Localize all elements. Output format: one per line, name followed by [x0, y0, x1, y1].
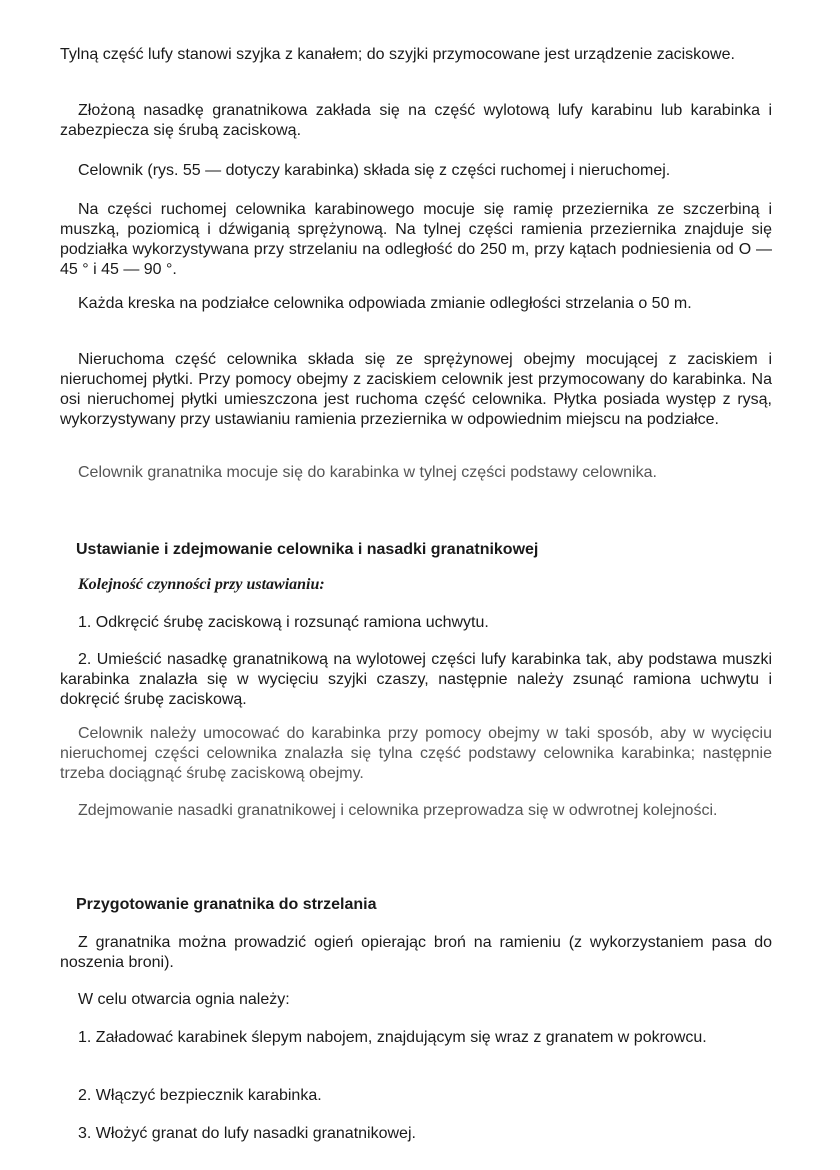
section-subheading-steps: Kolejność czynności przy ustawianiu:	[78, 576, 325, 593]
list-item-step-2: 2. Umieścić nasadkę granatnikową na wylotowej części lufy karabinka tak, aby podstawa muszki karabinka znalazła się w wycięciu szyjki czaszy, następnie należy zsunąć ramiona uchwytu i dokręcić śrubę zaciskową.	[60, 651, 772, 708]
list-item-load: 1. Załadować karabinek ślepym nabojem, znajdującym się wraz z granatem w pokrowcu.	[78, 1029, 707, 1046]
paragraph-scale-marks: Każda kreska na podziałce celownika odpowiada zmianie odległości strzelania o 50 m.	[78, 295, 692, 312]
list-item-safety: 2. Włączyć bezpiecznik karabinka.	[78, 1087, 322, 1104]
paragraph-removal: Zdejmowanie nasadki granatnikowej i celownika przeprowadza się w odwrotnej kolejności.	[78, 802, 718, 819]
paragraph-movable-part: Na części ruchomej celownika karabinowego mocuje się ramię przeziernika ze szczerbiną i muszką, poziomicą i dźwiganią sprężynową. Na tylnej części ramienia przeziernika znajduje się podziałka wykorzystywana przy strzelaniu na odległość do 250 m, przy kątach podniesienia od O — 45 ° i 45 — 90 °.	[60, 201, 772, 278]
list-item-step-1: 1. Odkręcić śrubę zaciskową i rozsunąć ramiona uchwytu.	[78, 614, 489, 631]
paragraph-fire-intro: W celu otwarcia ognia należy:	[78, 991, 290, 1008]
paragraph-sight-parts: Celownik (rys. 55 — dotyczy karabinka) składa się z części ruchomej i nieruchomej.	[78, 162, 671, 179]
paragraph-sight-mounting: Celownik granatnika mocuje się do karabinka w tylnej części podstawy celownika.	[78, 464, 657, 481]
list-item-insert-grenade: 3. Włożyć granat do lufy nasadki granatnikowej.	[78, 1125, 416, 1142]
paragraph-attachment: Złożoną nasadkę granatnikowa zakłada się na część wylotową lufy karabinu lub karabinka i zabezpiecza się śrubą zaciskową.	[60, 102, 772, 139]
paragraph-barrel-rear: Tylną część lufy stanowi szyjka z kanałem; do szyjki przymocowane jest urządzenie zaciskowe.	[60, 46, 735, 63]
paragraph-fire-position: Z granatnika można prowadzić ogień opierając broń na ramieniu (z wykorzystaniem pasa do noszenia broni).	[60, 934, 772, 971]
paragraph-fixed-part: Nieruchoma część celownika składa się ze sprężynowej obejmy mocującej z zaciskiem i nieruchomej płytki. Przy pomocy obejmy z zaciskiem celownik jest przymocowany do karabinka. Na osi nieruchomej płytki umieszczona jest ruchoma część celownika. Płytka posiada występ z rysą, wykorzystywany przy ustawianiu ramienia przeziernika w odpowiednim miejscu na podziałce.	[60, 351, 772, 428]
paragraph-sight-attach: Celownik należy umocować do karabinka przy pomocy obejmy w taki sposób, aby w wycięciu nieruchomej części celownika znalazła się tylna część podstawy celownika karabinka; następnie trzeba dociągnąć śrubę zaciskową obejmy.	[60, 725, 772, 782]
section-heading-preparation: Przygotowanie granatnika do strzelania	[76, 896, 377, 913]
section-heading-mounting: Ustawianie i zdejmowanie celownika i nasadki granatnikowej	[76, 541, 539, 558]
